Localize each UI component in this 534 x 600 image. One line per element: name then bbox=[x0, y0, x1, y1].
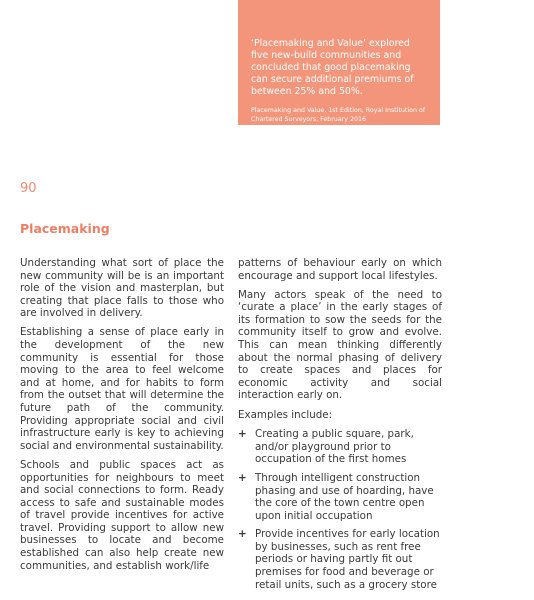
body-paragraph: Many actors speak of the need to ‘curate a place’ in the early stages of its formation to sow the seeds for the community itself to grow and evolve. This can mean thinking differently about the normal phasing of delivery to create spaces and places for economic activity and social interaction early on. bbox=[238, 288, 442, 402]
pull-quote-source: Placemaking and Value, 1st Edition, Royal Institution of Chartered Surveyors, February 2016 bbox=[251, 107, 426, 123]
list-item-text: Creating a public square, park, and/or playground prior to occupation of the first homes bbox=[255, 428, 414, 466]
body-paragraph: Establishing a sense of place early in the development of the new community is essential for those moving to the area to feel welcome and at home, and for habits to form from the outset that will determine the future path of the community. Providing appropriate social and civil infrastructure early is key to achieving social and environmental sustainability. bbox=[20, 326, 224, 452]
section-heading: Placemaking bbox=[20, 221, 110, 236]
page-number: 90 bbox=[20, 181, 37, 196]
list-item bbox=[238, 472, 442, 522]
left-column bbox=[20, 257, 224, 579]
pull-quote-text: ‘Placemaking and Value’ explored five new-build communities and concluded that good placemaking can secure additional premiums of between 25% and 50%. bbox=[251, 38, 414, 97]
plus-icon: + bbox=[238, 471, 247, 484]
pull-quote-box bbox=[238, 0, 440, 125]
right-column bbox=[238, 257, 442, 597]
body-paragraph: Understanding what sort of place the new community will be is an important role of the vision and masterplan, but creating that place falls to those who are involved in delivery. bbox=[20, 257, 224, 320]
body-paragraph: Schools and public spaces act as opportunities for neighbours to meet and social connections to form. Ready access to safe and sustainable modes of travel provide incentives for active travel. Providing support to allow new businesses to locate and become established can also help create new communities, and establish work/life bbox=[20, 458, 224, 572]
examples-list bbox=[238, 428, 442, 591]
list-item bbox=[238, 528, 442, 591]
examples-label: Examples include: bbox=[238, 408, 333, 421]
list-item-text: Through intelligent construction phasing and use of hoarding, have the core of the town centre open upon initial occupation bbox=[255, 471, 434, 522]
body-paragraph: patterns of behaviour early on which encourage and support local lifestyles. bbox=[238, 257, 442, 282]
list-item-text: Provide incentives for early location by businesses, such as rent free periods or having partly fit out premises for food and beverage or retail units, such as a grocery store bbox=[255, 528, 440, 591]
list-item bbox=[238, 428, 442, 466]
plus-icon: + bbox=[238, 428, 247, 441]
plus-icon: + bbox=[238, 528, 247, 541]
